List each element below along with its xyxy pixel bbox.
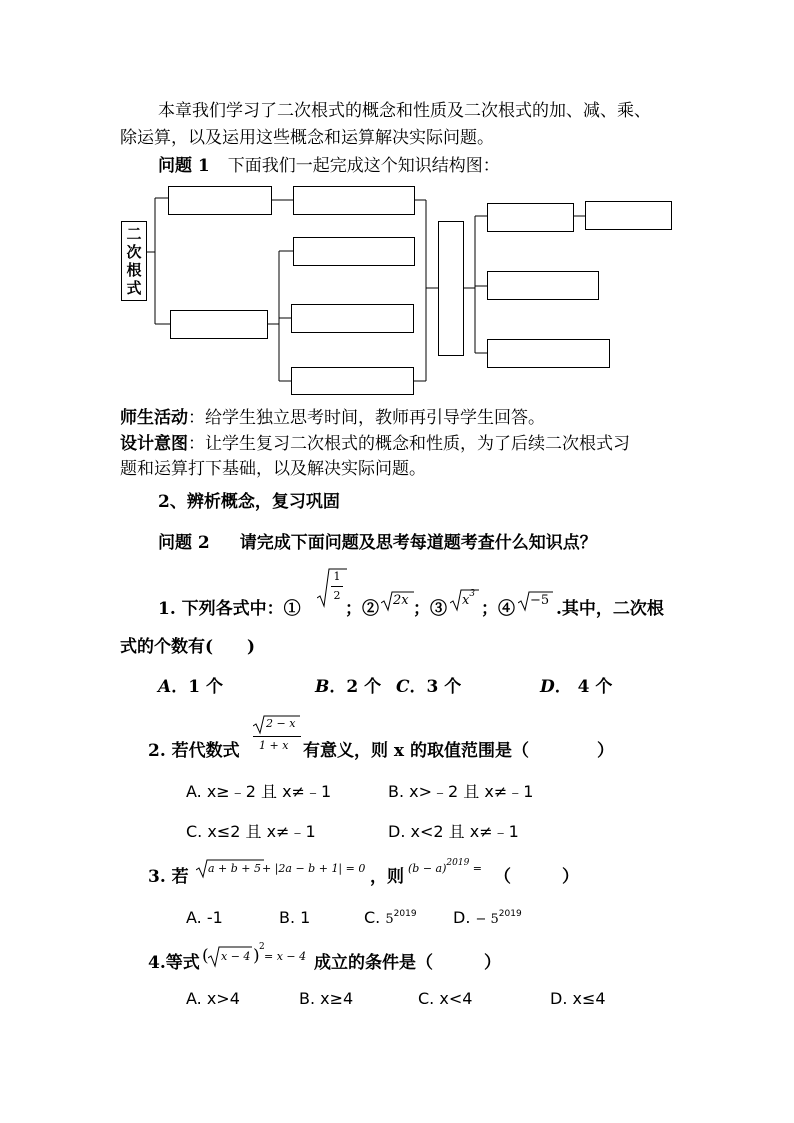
- option-letter: B: [315, 677, 330, 697]
- math-base: (b − a): [408, 862, 447, 875]
- question-2-heading: 问题 2: [158, 533, 210, 553]
- exercise-3-mid: ，则: [370, 867, 404, 887]
- math-sqrt-x-cubed: [450, 588, 480, 612]
- option-letter: C: [396, 677, 410, 697]
- root-label-char: 二: [126, 225, 142, 243]
- question-2-text: 请完成下面问题及思考每道题考查什么知识点？: [239, 533, 597, 553]
- blank-box[interactable]: [291, 304, 414, 333]
- activity-line: [120, 405, 545, 431]
- blank-box-vertical[interactable]: [438, 221, 464, 356]
- question-1-heading: 问题 1: [158, 156, 210, 176]
- exercise-3-paren: （ ）: [494, 867, 579, 887]
- section-2-heading: 2、辨析概念，复习巩固: [158, 492, 340, 512]
- math-exponent: 3: [469, 589, 476, 599]
- exercise-4-option-d[interactable]: D. x≤4: [550, 989, 606, 1008]
- math-radicand: x − 4: [221, 950, 251, 963]
- blank-box[interactable]: [170, 310, 268, 339]
- exercise-3-option-c[interactable]: [364, 905, 417, 933]
- option-letter: D.: [453, 908, 471, 927]
- math-denominator: 1 + x: [259, 739, 289, 752]
- exercise-1-option-a[interactable]: [158, 674, 223, 700]
- exercise-1-sep-1: ；②: [345, 599, 379, 619]
- math-sqrt-neg-5: [518, 590, 554, 612]
- root-box-quadratic-radical: [121, 221, 147, 301]
- blank-box[interactable]: [585, 201, 672, 230]
- math-equation-4: [202, 944, 314, 970]
- math-paren-close: ): [253, 946, 260, 966]
- math-absolute-part: + |2a − b + 1| = 0: [262, 862, 366, 875]
- math-exponent: 2019: [498, 909, 522, 919]
- blank-box[interactable]: [487, 271, 599, 300]
- math-base: x: [462, 593, 470, 608]
- math-numerator: 2 − x: [266, 717, 296, 730]
- exercise-4-lead: 4.等式: [148, 953, 200, 973]
- option-letter: C.: [364, 908, 381, 927]
- blank-box[interactable]: [487, 203, 574, 232]
- exercise-1-line-1: [158, 596, 301, 622]
- exercise-4-option-a[interactable]: A. x>4: [186, 989, 240, 1008]
- activity-label: 师生活动: [120, 408, 188, 428]
- exercise-1-number: 1.: [158, 599, 176, 619]
- design-intent-label: 设计意图: [120, 434, 188, 454]
- math-denominator: 2: [333, 589, 341, 602]
- exercise-1-option-b[interactable]: [315, 674, 381, 700]
- option-letter: A: [158, 677, 172, 697]
- math-radicand: −5: [530, 593, 550, 608]
- exercise-3-option-b[interactable]: B. 1: [279, 908, 311, 927]
- exercise-4-option-c[interactable]: C. x<4: [418, 989, 473, 1008]
- math-sqrt-half: [317, 568, 347, 608]
- exercise-1-option-c[interactable]: [396, 674, 461, 700]
- math-radicand: [462, 589, 476, 608]
- exercise-1-lead: 下列各式中：①: [181, 599, 301, 619]
- question-2-line: [158, 530, 597, 556]
- math-equation-3: [196, 858, 376, 880]
- math-sqrt-2x: [381, 590, 415, 612]
- exercise-3-option-a[interactable]: A. -1: [186, 908, 223, 927]
- math-power-3: [408, 858, 483, 875]
- root-label-char: 根: [126, 261, 142, 279]
- option-text: ．1 个: [171, 677, 223, 697]
- exercise-2-lead: 2. 若代数式: [148, 741, 240, 761]
- math-rhs: = x − 4: [264, 950, 307, 963]
- math-base: 5: [385, 912, 394, 927]
- math-equals: =: [469, 862, 483, 875]
- math-paren-open: (: [202, 946, 209, 966]
- exercise-1-tail: .其中，二次根: [556, 599, 664, 619]
- exercise-4-tail: 成立的条件是（ ）: [314, 953, 501, 973]
- activity-text: ：给学生独立思考时间，教师再引导学生回答。: [188, 408, 545, 428]
- root-label-char: 次: [126, 243, 142, 261]
- intro-line-2: 除运算，以及运用这些概念和运算解决实际问题。: [120, 128, 494, 148]
- exercise-2-option-d[interactable]: D. x<2 且 x≠﹣1: [388, 822, 519, 841]
- root-label-char: 式: [126, 279, 142, 297]
- question-1-text: 下面我们一起完成这个知识结构图：: [227, 156, 500, 176]
- exercise-3-option-d[interactable]: [453, 905, 522, 933]
- math-radicand: 2x: [393, 593, 409, 608]
- math-exponent: 2019: [446, 858, 470, 868]
- blank-box[interactable]: [291, 367, 414, 395]
- option-text: ．2 个: [329, 677, 382, 697]
- exercise-2-option-a[interactable]: A. x≥﹣2 且 x≠﹣1: [186, 782, 332, 801]
- design-intent-text: ：让学生复习二次根式的概念和性质，为了后续二次根式习: [188, 434, 630, 454]
- exercise-2-tail: 有意义，则 x 的取值范围是（ ）: [303, 741, 614, 761]
- blank-box[interactable]: [168, 186, 272, 215]
- exercise-4-option-b[interactable]: B. x≥4: [299, 989, 354, 1008]
- exercise-2-option-b[interactable]: B. x>﹣2 且 x≠﹣1: [388, 782, 534, 801]
- math-exponent: 2019: [393, 909, 417, 919]
- exercise-1-sep-3: ；④: [481, 599, 515, 619]
- exercise-2-option-c[interactable]: C. x≤2 且 x≠﹣1: [186, 822, 316, 841]
- exercise-1-sep-2: ；③: [413, 599, 447, 619]
- design-intent-line-1: [120, 431, 630, 457]
- intro-line-1: 本章我们学习了二次根式的概念和性质及二次根式的加、减、乘、: [158, 101, 651, 121]
- math-exponent: 2: [259, 942, 265, 952]
- blank-box[interactable]: [293, 237, 415, 266]
- blank-box[interactable]: [293, 186, 415, 215]
- exercise-3-lead: 3. 若: [148, 867, 189, 887]
- option-text: ． 4 个: [554, 677, 613, 697]
- math-numerator: 1: [333, 570, 341, 583]
- math-base: − 5: [475, 912, 499, 927]
- design-intent-line-2: 题和运算打下基础，以及解决实际问题。: [120, 459, 426, 479]
- exercise-1-line-2: 式的个数有( ): [120, 637, 256, 657]
- knowledge-structure-diagram: [0, 0, 794, 410]
- math-radicand: a + b + 5: [208, 862, 262, 875]
- exercise-1-option-d[interactable]: [540, 674, 612, 700]
- math-fraction-sqrt: [253, 714, 301, 758]
- blank-box[interactable]: [487, 339, 610, 368]
- option-text: ．3 个: [409, 677, 462, 697]
- option-letter: D: [540, 677, 555, 697]
